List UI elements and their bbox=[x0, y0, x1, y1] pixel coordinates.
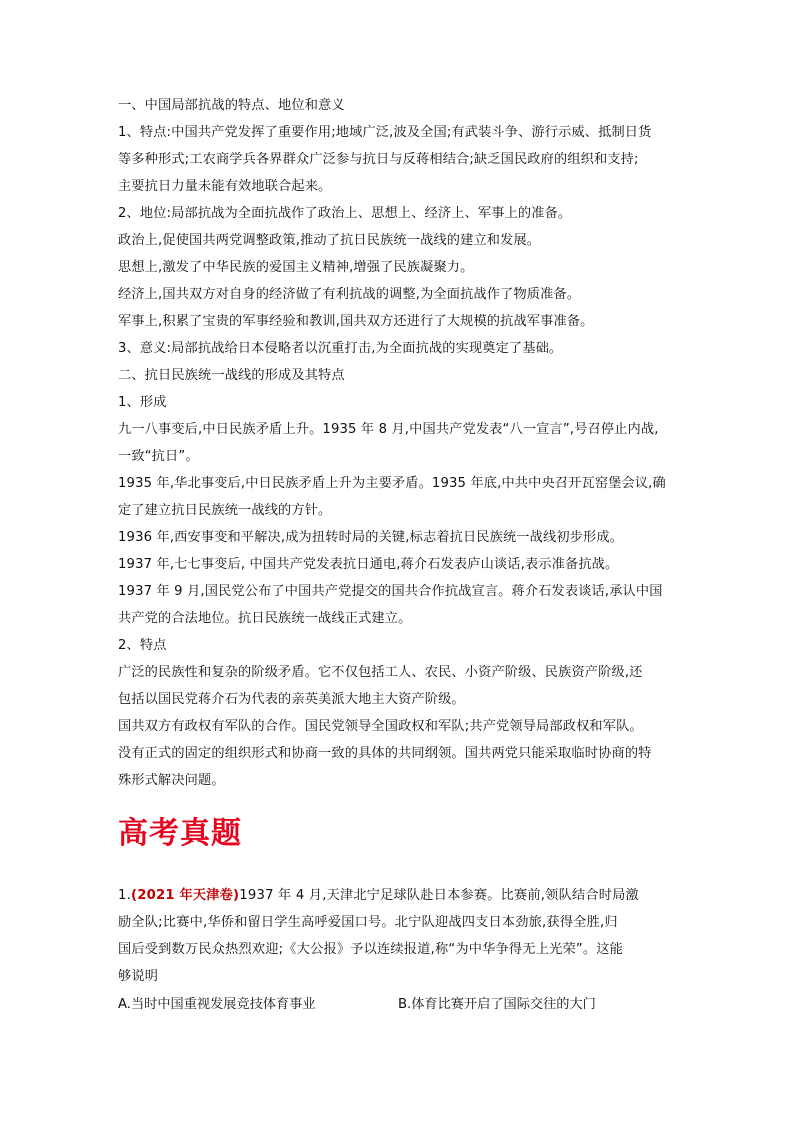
text-line: 没有正式的固定的组织形式和协商一致的具体的共同纲领。国共两党只能采取临时协商的特 bbox=[118, 746, 652, 761]
text-line: 九一八事变后,中日民族矛盾上升。1935 年 8 月,中国共产党发表“八一宣言”,号召停止内战, bbox=[118, 422, 659, 437]
text-line: 思想上,激发了中华民族的爱国主义精神,增强了民族凝聚力。 bbox=[118, 260, 474, 275]
question-text: 1937 年 4 月,天津北宁足球队赴日本参赛。比赛前,领队结合时局激 bbox=[239, 888, 639, 903]
question-source: (2021 年天津卷) bbox=[130, 888, 240, 903]
notes-section bbox=[118, 92, 678, 794]
text-line: 1936 年,西安事变和平解决,成为扭转时局的关键,标志着抗日民族统一战线初步形成。 bbox=[118, 530, 624, 545]
text-line: 共产党的合法地位。抗日民族统一战线正式建立。 bbox=[118, 611, 412, 626]
question-1 bbox=[118, 882, 678, 1020]
text-line: 主要抗日力量未能有效地联合起来。 bbox=[118, 179, 332, 194]
option-b: B.体育比赛开启了国际交往的大门 bbox=[398, 997, 596, 1012]
text-line: 1、特点:中国共产党发挥了重要作用;地域广泛,波及全国;有武装斗争、游行示威、抵制日货 bbox=[118, 125, 652, 140]
question-text-line: 国后受到数万民众热烈欢迎;《大公报》予以连续报道,称“为中华争得无上光荣”。这能 bbox=[118, 942, 624, 957]
text-line: 等多种形式;工农商学兵各界群众广泛参与抗日与反蒋相结合;缺乏国民政府的组织和支持; bbox=[118, 152, 639, 167]
text-line: 1935 年,华北事变后,中日民族矛盾上升为主要矛盾。1935 年底,中共中央召开瓦窑堡会议,确 bbox=[118, 476, 666, 491]
question-number: 1. bbox=[118, 888, 131, 903]
question-first-line bbox=[118, 882, 678, 909]
text-line: 1、形成 bbox=[118, 395, 167, 410]
text-line: 1937 年 9 月,国民党公布了中国共产党提交的国共合作抗战宣言。蒋介石发表谈话,承认中国 bbox=[118, 584, 663, 599]
text-line: 1937 年,七七事变后, 中国共产党发表抗日通电,蒋介石发表庐山谈话,表示准备抗战。 bbox=[118, 557, 619, 572]
text-line: 一致“抗日”。 bbox=[118, 449, 199, 464]
text-line: 2、特点 bbox=[118, 638, 167, 653]
option-a: A.当时中国重视发展竞技体育事业 bbox=[118, 997, 316, 1012]
question-text-line: 励全队;比赛中,华侨和留日学生高呼爱国口号。北宁队迎战四支日本劲旅,获得全胜,归 bbox=[118, 915, 618, 930]
text-line: 包括以国民党蒋介石为代表的亲英美派大地主大资产阶级。 bbox=[118, 692, 465, 707]
text-line: 军事上,积累了宝贵的军事经验和教训,国共双方还进行了大规模的抗战军事准备。 bbox=[118, 314, 594, 329]
document-page bbox=[118, 92, 678, 1020]
text-line: 经济上,国共双方对自身的经济做了有利抗战的调整,为全面抗战作了物质准备。 bbox=[118, 287, 581, 302]
text-line: 国共双方有政权有军队的合作。国民党领导全国政权和军队;共产党领导局部政权和军队。 bbox=[118, 719, 643, 734]
text-line: 定了建立抗日民族统一战线的方针。 bbox=[118, 503, 332, 518]
section-heading-1: 一、中国局部抗战的特点、地位和意义 bbox=[118, 98, 345, 113]
text-line: 政治上,促使国共两党调整政策,推动了抗日民族统一战线的建立和发展。 bbox=[118, 233, 541, 248]
text-line: 2、地位:局部抗战为全面抗战作了政治上、思想上、经济上、军事上的准备。 bbox=[118, 206, 572, 221]
text-line: 3、意义:局部抗战给日本侵略者以沉重打击,为全面抗战的实现奠定了基础。 bbox=[118, 341, 563, 356]
text-line: 殊形式解决问题。 bbox=[118, 773, 225, 788]
question-text-line: 够说明 bbox=[118, 969, 159, 984]
exam-questions-heading: 高考真题 bbox=[118, 816, 242, 851]
section-heading-2: 二、抗日民族统一战线的形成及其特点 bbox=[118, 368, 345, 383]
text-line: 广泛的民族性和复杂的阶级矛盾。它不仅包括工人、农民、小资产阶级、民族资产阶级,还 bbox=[118, 665, 643, 680]
answer-options bbox=[118, 990, 678, 1020]
